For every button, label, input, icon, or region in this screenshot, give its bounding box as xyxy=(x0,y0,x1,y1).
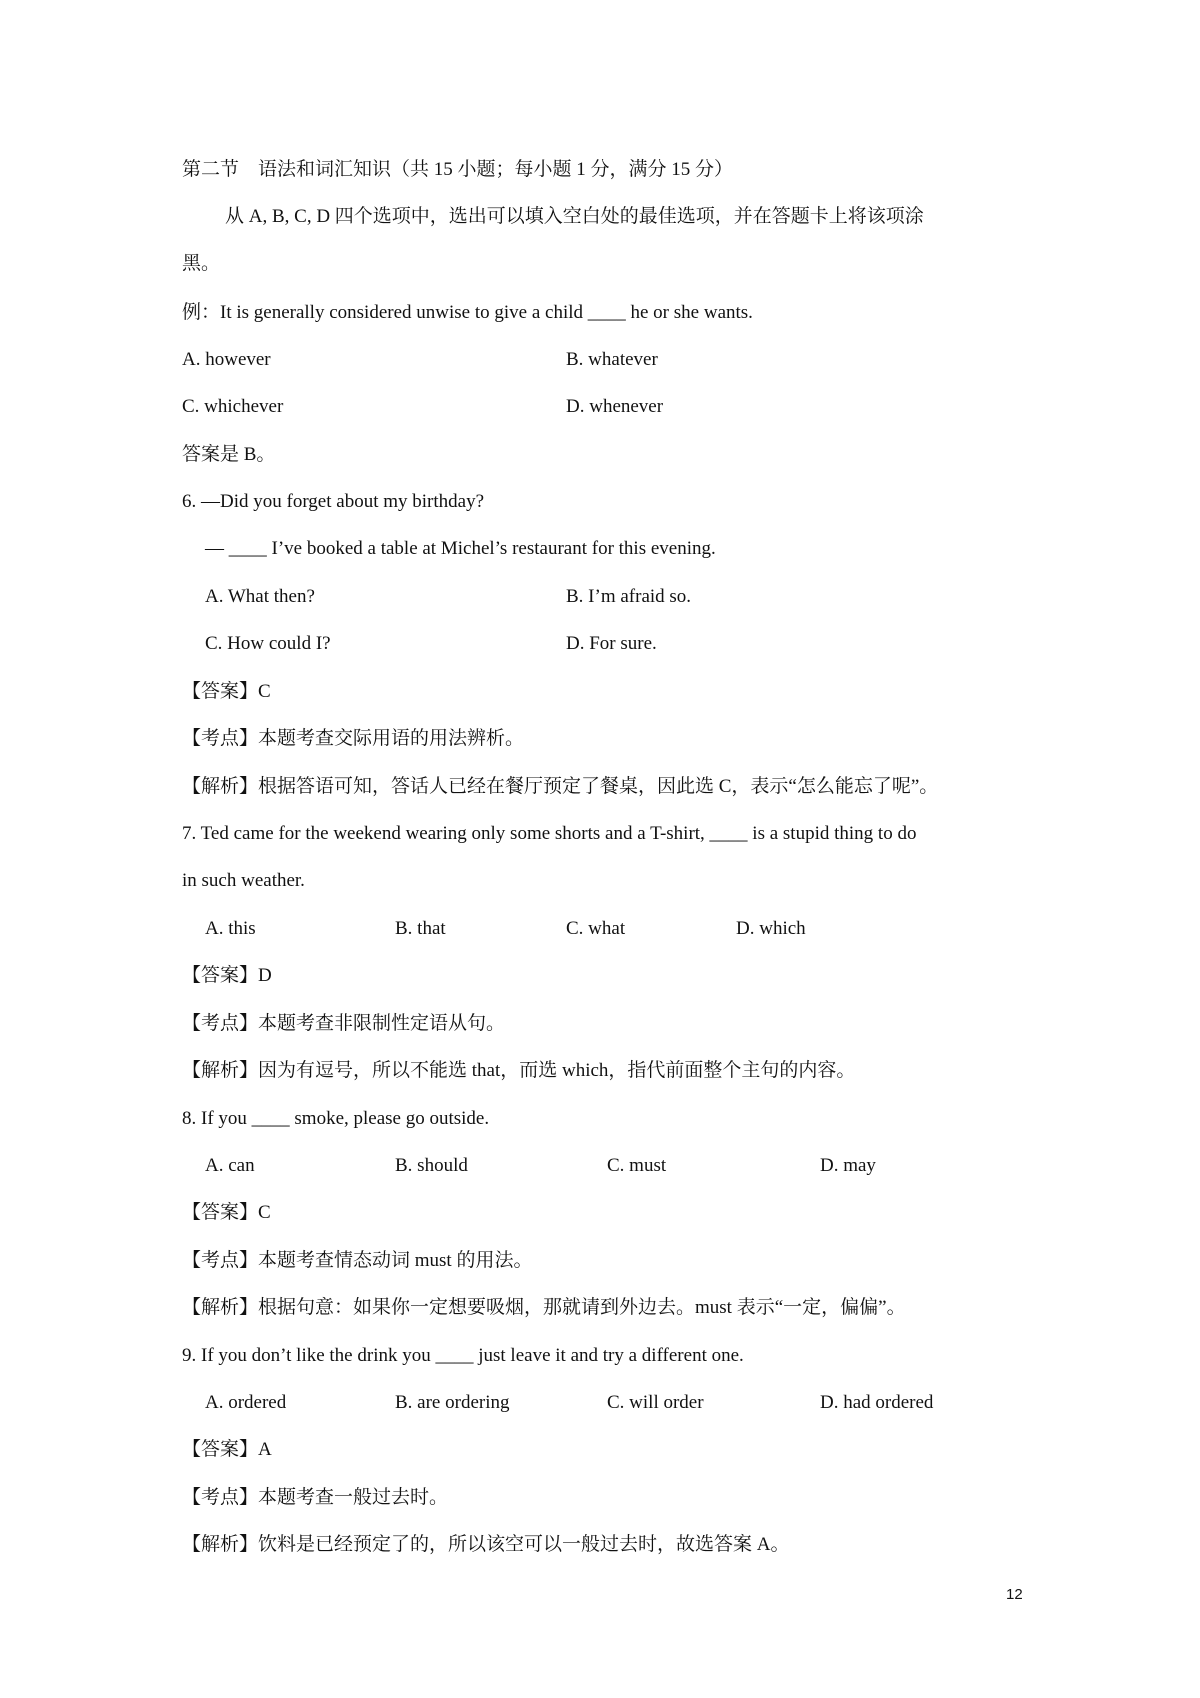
q6-stem-line-2: — ____ I’ve booked a table at Michel’s restaurant for this evening. xyxy=(205,538,716,559)
q7-option-d: D. which xyxy=(736,918,806,939)
q7-analysis: 【解析】因为有逗号，所以不能选 that，而选 which，指代前面整个主句的内容。 xyxy=(182,1060,856,1081)
q6-option-b: B. I’m afraid so. xyxy=(566,586,692,607)
q9-option-d: D. had ordered xyxy=(820,1392,934,1413)
q8-option-d: D. may xyxy=(820,1155,876,1176)
q9-answer: 【答案】A xyxy=(182,1439,272,1460)
example-option-a: A. however xyxy=(182,349,271,370)
q9-option-c: C. will order xyxy=(607,1392,704,1413)
q8-option-c: C. must xyxy=(607,1155,667,1176)
q8-point: 【考点】本题考查情态动词 must 的用法。 xyxy=(182,1250,533,1271)
q6-answer: 【答案】C xyxy=(182,681,271,702)
q7-point: 【考点】本题考查非限制性定语从句。 xyxy=(182,1013,506,1034)
q7-answer: 【答案】D xyxy=(182,965,272,986)
q7-option-a: A. this xyxy=(205,918,256,939)
q6-option-a: A. What then? xyxy=(205,586,315,607)
q7-stem-line-1: 7. Ted came for the weekend wearing only some shorts and a T-shirt, ____ is a stupid thing to do xyxy=(182,823,917,844)
q9-stem-line-1: 9. If you don’t like the drink you ____ just leave it and try a different one. xyxy=(182,1345,744,1366)
instruction-line-1: 从 A, B, C, D 四个选项中，选出可以填入空白处的最佳选项，并在答题卡上将该项涂 xyxy=(225,206,924,227)
q9-point: 【考点】本题考查一般过去时。 xyxy=(182,1487,449,1508)
q6-stem-line-1: 6. —Did you forget about my birthday? xyxy=(182,491,485,512)
example-option-d: D. whenever xyxy=(566,396,664,417)
q9-analysis: 【解析】饮料是已经预定了的，所以该空可以一般过去时，故选答案 A。 xyxy=(182,1534,790,1555)
page-number: 12 xyxy=(1006,1586,1023,1603)
example-stem: 例：It is generally considered unwise to give a child ____ he or she wants. xyxy=(182,302,753,323)
q6-analysis: 【解析】根据答语可知，答话人已经在餐厅预定了餐桌，因此选 C，表示“怎么能忘了呢”。 xyxy=(182,776,939,797)
example-option-c: C. whichever xyxy=(182,396,284,417)
q6-point: 【考点】本题考查交际用语的用法辨析。 xyxy=(182,728,525,749)
example-answer: 答案是 B。 xyxy=(182,444,276,465)
q7-stem-line-2: in such weather. xyxy=(182,870,305,891)
section-heading: 第二节 语法和词汇知识（共 15 小题；每小题 1 分，满分 15 分） xyxy=(182,159,734,180)
q8-answer: 【答案】C xyxy=(182,1202,271,1223)
q8-option-a: A. can xyxy=(205,1155,255,1176)
q8-option-b: B. should xyxy=(395,1155,468,1176)
q6-option-c: C. How could I? xyxy=(205,633,331,654)
q7-option-c: C. what xyxy=(566,918,626,939)
q6-option-d: D. For sure. xyxy=(566,633,657,654)
q8-analysis: 【解析】根据句意：如果你一定想要吸烟，那就请到外边去。must 表示“一定，偏偏”。 xyxy=(182,1297,906,1318)
instruction-line-2: 黑。 xyxy=(182,253,221,274)
q8-stem-line-1: 8. If you ____ smoke, please go outside. xyxy=(182,1108,490,1129)
q9-option-a: A. ordered xyxy=(205,1392,287,1413)
q7-option-b: B. that xyxy=(395,918,446,939)
example-option-b: B. whatever xyxy=(566,349,658,370)
q9-option-b: B. are ordering xyxy=(395,1392,510,1413)
